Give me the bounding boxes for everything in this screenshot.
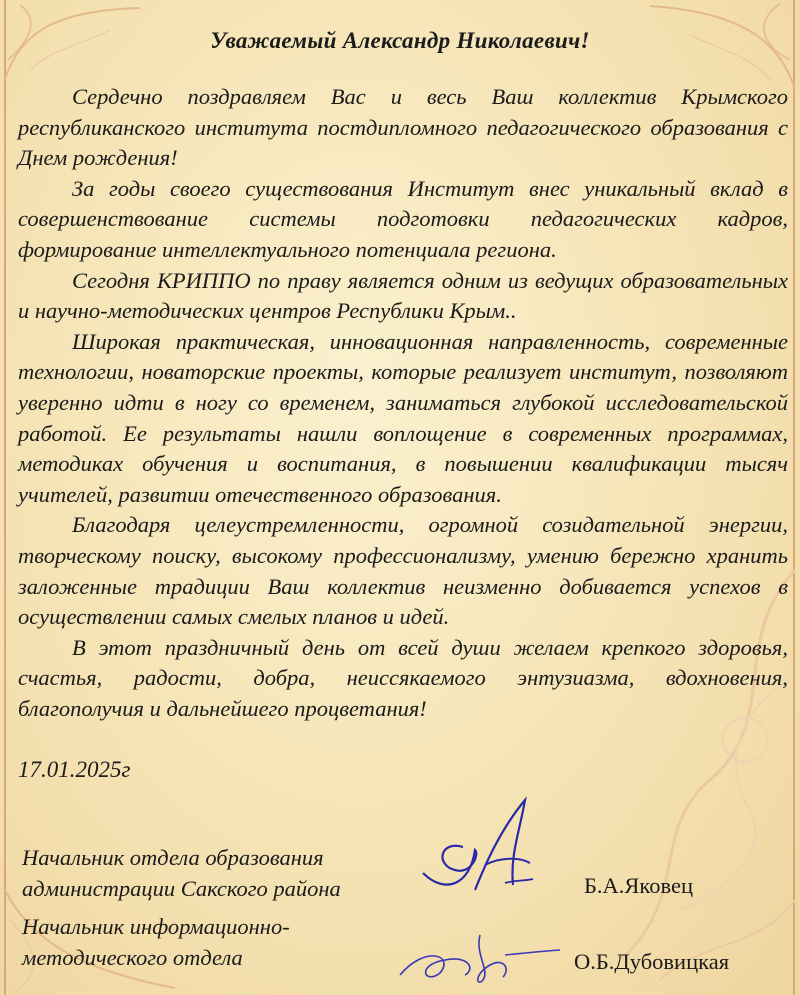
paragraph-2: За годы своего существования Институт внес уникальный вклад в совершенствование системы подготовки педагогических кадров, формирование интеллектуального потенциала региона. [18, 175, 788, 262]
frame-border-left [4, 0, 6, 995]
frame-border-right [793, 0, 795, 995]
signatory-1-title [22, 842, 341, 904]
letter-greeting: Уважаемый Александр Николаевич! [210, 28, 590, 53]
letter-date: 17.01.2025г [18, 757, 131, 782]
paragraph-6: В этот праздничный день от всей души желаем крепкого здоровья, счастья, радости, добра, неиссякаемого энтузиазма, вдохновения, благополучия и дальнейшего процветания! [18, 634, 788, 721]
paragraph-3: Сегодня КРИППО по праву является одним из ведущих образовательных и научно-методических центров Республики Крым.. [18, 267, 788, 324]
signatory-1-name: Б.А.Яковец [584, 873, 693, 898]
paragraph-4: Широкая практическая, инновационная направленность, современные технологии, новаторские проекты, которые реализует институт, позволяют уверенно идти в ногу со временем, заниматься глубокой исследовательской работой. Ее результаты нашли воплощение в современных программах, методиках обучения и воспитания, в повышении квалификации тысяч учителей, развитии отечественного образования. [18, 328, 788, 507]
letter-body [18, 82, 788, 724]
signature-2 [395, 925, 565, 990]
signatory-1-title-line2: администрации Сакского района [22, 876, 341, 901]
signature-1 [415, 795, 550, 905]
signatory-2-title-line2: методического отдела [22, 945, 243, 970]
paragraph-5: Благодаря целеустремленности, огромной созидательной энергии, творческому поиску, высокому профессионализму, умению бережно хранить заложенные традиции Ваш коллектив неизменно добивается успехов в осуществлении самых смелых планов и идей. [18, 512, 788, 630]
paragraph-1: Сердечно поздравляем Вас и весь Ваш коллектив Крымского республиканского института постдипломного педагогического образования с Днем рождения! [18, 84, 788, 171]
signatory-2-title [22, 911, 290, 973]
signatory-2-title-line1: Начальник информационно- [22, 914, 290, 939]
signatory-1-title-line1: Начальник отдела образования [22, 845, 324, 870]
signatory-2-name: О.Б.Дубовицкая [574, 949, 730, 974]
